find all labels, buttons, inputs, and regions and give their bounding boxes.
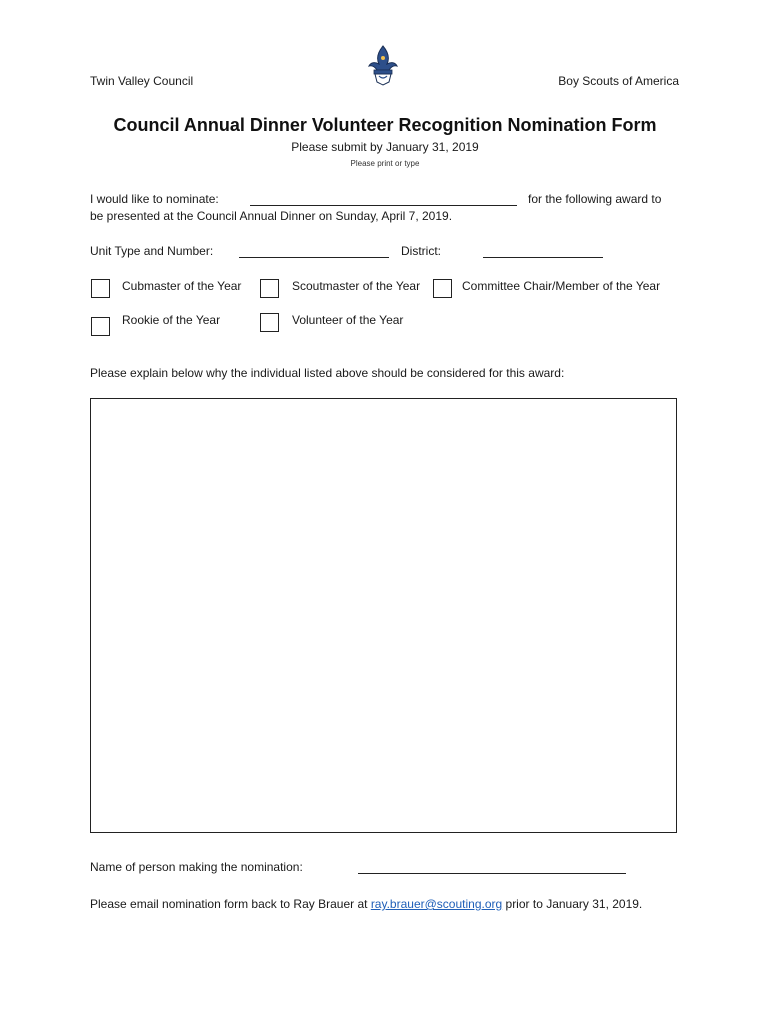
district-field[interactable] bbox=[483, 257, 603, 258]
explanation-textarea[interactable] bbox=[90, 398, 677, 833]
award-label-committee-chair: Committee Chair/Member of the Year bbox=[462, 279, 661, 293]
checkbox-rookie[interactable] bbox=[91, 317, 110, 336]
nominator-name-field[interactable] bbox=[358, 873, 626, 874]
checkbox-cubmaster[interactable] bbox=[91, 279, 110, 298]
checkbox-volunteer[interactable] bbox=[260, 313, 279, 332]
nominator-label: Name of person making the nomination: bbox=[90, 860, 303, 874]
award-label-cubmaster: Cubmaster of the Year bbox=[122, 279, 242, 293]
unit-type-field[interactable] bbox=[239, 257, 389, 258]
award-presentation-text: be presented at the Council Annual Dinner on Sunday, April 7, 2019. bbox=[90, 209, 453, 223]
print-instruction: Please print or type bbox=[350, 159, 420, 168]
email-instruction-deadline: prior to January 31, 2019. bbox=[505, 897, 643, 911]
email-instruction-text: Please email nomination form back to Ray Brauer at bbox=[90, 897, 368, 911]
header-council-name: Twin Valley Council bbox=[90, 74, 194, 88]
submission-deadline: Please submit by January 31, 2019 bbox=[291, 140, 479, 154]
nominee-label: I would like to nominate: bbox=[90, 192, 219, 206]
award-label-rookie: Rookie of the Year bbox=[122, 313, 221, 327]
checkbox-committee-chair[interactable] bbox=[433, 279, 452, 298]
page-title: Council Annual Dinner Volunteer Recognition Nomination Form bbox=[113, 115, 657, 135]
award-label-volunteer: Volunteer of the Year bbox=[292, 313, 404, 327]
district-label: District: bbox=[401, 244, 441, 258]
email-instruction bbox=[90, 897, 642, 912]
header-organization-name: Boy Scouts of America bbox=[558, 74, 679, 88]
checkbox-scoutmaster[interactable] bbox=[260, 279, 279, 298]
email-link[interactable]: ray.brauer@scouting.org bbox=[370, 897, 503, 911]
nominee-name-field[interactable] bbox=[250, 205, 517, 206]
unit-type-label: Unit Type and Number: bbox=[90, 244, 214, 258]
explanation-prompt: Please explain below why the individual listed above should be considered for this award: bbox=[90, 366, 565, 380]
fleur-de-lis-logo-icon bbox=[366, 44, 400, 86]
nominee-suffix: for the following award to bbox=[528, 192, 662, 206]
award-label-scoutmaster: Scoutmaster of the Year bbox=[292, 279, 421, 293]
